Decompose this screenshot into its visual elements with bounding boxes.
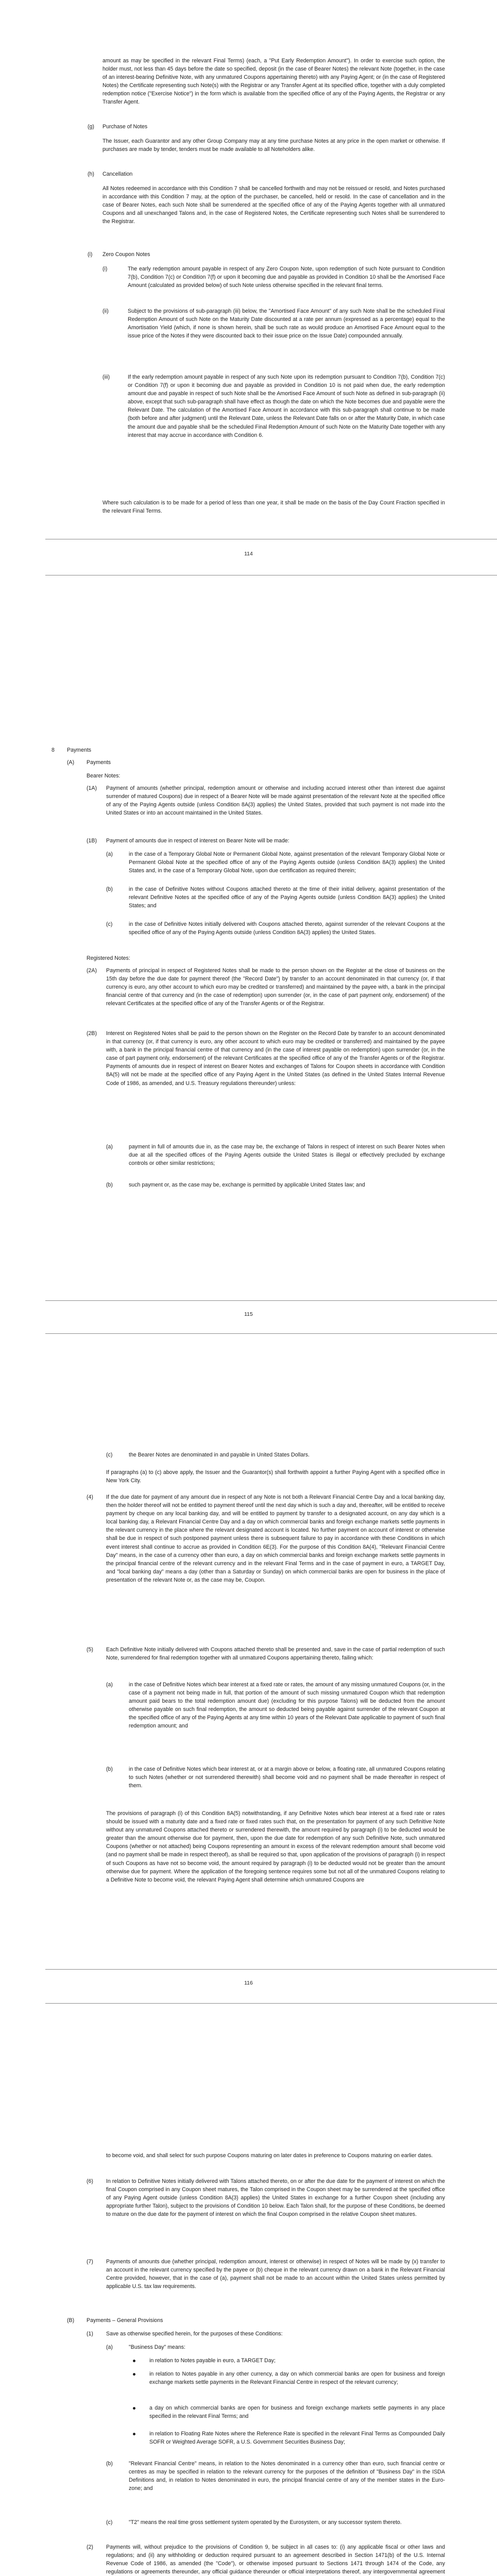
clause-i-label: (i) [88,251,93,258]
para-1a-text: Payment of amounts (whether principal, redemption amount or otherwise and including accrued interest other than interest due against surrender of matured Coupons) due in respect of a Bearer Note will be made against presentation of the relevant Note at the specified office of any of the Paying Agents outside (unless Condition 8A(3) applies) the United States, provided that such payment is not made into the United States or into an account maintained in the United States. [106,785,445,817]
para-6-text: In relation to Definitive Notes initially delivered with Talons attached thereto, on or after the due date for the payment of interest on which the final Coupon comprised in any Coupon sheet matures, the Talon comprised in the Coupon sheet may be surrendered at the specified office of any Paying Agent outside (unless Condition 8A(3) applies) the United States in exchange for a further Coupon sheet (including any appropriate further Talon), subject to the provisions of Condition 10 below. Each Talon shall, for the purpose of these Conditions, be deemed to mature on the due date for the payment of interest on which the final Coupon comprised in the relative Coupon sheet matures. [106,2178,445,2218]
page-number: 114 [244,551,253,557]
page-divider [45,1333,497,1334]
clause-i-2-text: Subject to the provisions of sub-paragraph (iii) below, the "Amortised Face Amount" of any such Note shall be the scheduled Final Redemption Amount of such Note on the Maturity Date discounted at a rate per annum (expressed as a percentage) equal to the Amortisation Yield (which, if none is shown herein, shall be such rate as would produce an Amortised Face Amount equal to the issue price of the Notes if they were discounted back to their issue price on the Issue Date) compounded annually. [128,308,445,340]
page-divider [45,2003,497,2004]
subsection-b-label: (B) [67,2317,75,2324]
page-117 [0,2148,497,2576]
clause-i-3-text: If the early redemption amount payable in respect of any such Note upon its redemption pursuant to Condition 7(b), Condition 7(c) or Condition 7(f) or upon it becoming due and payable as provided in Condition 10 is not paid when due, the early redemption amount due and payable in respect of such Note shall be the Amortised Face Amount of such Note as defined in sub-paragraph (ii) above, except that such sub-paragraph shall have effect as though the date on which the Note becomes due and payable were the Relevant Date. The calculation of the Amortised Face Amount in accordance with this sub-paragraph shall continue to be made (both before and after judgment) until the Relevant Date, unless the Relevant Date falls on or after the Maturity Date, in which case the amount due and payable shall be the scheduled Final Redemption Amount of such Note on the Maturity Date together with any interest that may accrue in accordance with Condition 6. [128,374,445,438]
page-114 [0,0,497,742]
subsection-b-title: Payments – General Provisions [87,2317,163,2324]
paying-agent-appointment-text: If paragraphs (a) to (c) above apply, the Issuer and the Guarantor(s) shall forthwith appoint a further Paying Agent with a specified office in New York City. [106,1469,445,1484]
para-b1-label: (1) [87,2331,93,2337]
para-b1-c-text: "T2" means the real time gross settlement system operated by the Eurosystem, or any successor system thereto. [129,2519,402,2526]
para-1b-label: (1B) [87,838,97,844]
registered-notes-heading: Registered Notes: [87,955,130,961]
clause-h-label: (h) [88,171,94,177]
page-115 [0,742,497,1448]
para-2a-label: (2A) [87,968,97,974]
para-2b-a-label: (a) [106,1144,113,1150]
section-number: 8 [52,747,55,753]
para-5-text: Each Definitive Note initially delivered with Coupons attached thereto shall be presented and, save in the case of partial redemption of such Note, surrendered for final redemption together with all unmatured Coupons appertaining thereto, failing which: [106,1647,445,1662]
para-2b-a-text: payment in full of amounts due in, as the case may be, the exchange of Talons in respect of interest on such Bearer Notes when due at all the specified offices of the Paying Agents outside the United States is illegal or effectively precluded by exchange controls or other similar restrictions; [129,1144,445,1167]
business-day-bullet-4: in relation to Floating Rate Notes where the Reference Rate is specified in the relevant Final Terms as Compounded Daily SOFR or Weighted Average SOFR, a U.S. Government Securities Business Day; [149,2431,445,2446]
bullet-icon [133,2433,135,2435]
para-b2-label: (2) [87,2544,93,2550]
para-b1-text: Save as otherwise specified herein, for the purposes of these Conditions: [106,2331,283,2337]
para-4-label: (4) [87,1494,93,1500]
business-day-bullet-2: in relation to Notes payable in any other currency, a day on which commercial banks are open for business and foreign exchange markets settle payments in the Relevant Financial Centre in respect of the relevant currency; [149,2371,445,2386]
para-2b-c-text: the Bearer Notes are denominated in and payable in United States Dollars. [129,1452,310,1458]
para-2b-label: (2B) [87,1030,97,1037]
clause-h-text: All Notes redeemed in accordance with this Condition 7 shall be cancelled forthwith and may not be reissued or resold, and Notes purchased in accordance with this Condition 7 may, at the option of the purchaser, be cancelled, held or resold. In the case of cancellation and in the case of Bearer Notes, each such Note shall be surrendered at the specified office of any of the Paying Agents together with all unmatured Coupons and all unexchanged Talons and, in the case of Registered Notes, the Certificate representing such Notes shall be surrendered to the Registrar. [102,185,445,225]
para-1b-c-label: (c) [106,921,113,927]
clause-i-2-label: (ii) [102,308,109,314]
bullet-icon [133,2373,135,2376]
clause-i-closing-text: Where such calculation is to be made for a period of less than one year, it shall be made on the basis of the Day Count Fraction specified in the relevant Final Terms. [102,500,445,515]
para-1b-b-label: (b) [106,886,113,892]
para-1b-a-label: (a) [106,851,113,857]
para-5-label: (5) [87,1647,93,1653]
para-4-text: If the due date for payment of any amount due in respect of any Note is not both a Relevant Financial Centre Day and a local banking day, then the holder thereof will not be entitled to payment thereof until the next day which is such a day and, thereafter, will be entitled to receive payment by cheque on any local banking day, and will be entitled to payment by transfer to a designated account, on any day which is a local banking day, a Relevant Financial Centre Day and a day on which commercial banks and foreign exchange markets settle payments in the relevant currency in the place where the relevant designated account is located. No further payment on account of interest or otherwise shall be due in respect of such postponed payment unless there is subsequent failure to pay in accordance with these Conditions in which event interest shall continue to accrue as provided in Condition 6E(3). For the purpose of this Condition 8A(4), "Relevant Financial Centre Day" means, in the case of a currency other than euro, a day on which commercial banks and foreign exchange markets settle payments in the principal financial centre of the relevant currency and in the relevant Final Terms and in the case of payment in euro, a TARGET Day, and "local banking day" means a day (other than a Saturday or Sunday) on which commercial banks are open for business in the place of presentation of the relevant Note or, as the case may be, Coupon. [106,1494,445,1583]
clause-i-title: Zero Coupon Notes [102,251,150,258]
bullet-icon [133,2407,135,2410]
section-title: Payments [67,747,92,753]
page-divider [45,1300,497,1301]
bearer-notes-heading: Bearer Notes: [87,773,121,779]
clause-i-1-label: (i) [102,266,108,272]
continuation-text: to become void, and shall select for such purpose Coupons maturing on later dates in preference to Coupons maturing on earlier dates. [106,2153,433,2159]
para-2b-b-text: such payment or, as the case may be, exchange is permitted by applicable United States law; and [129,1182,365,1188]
para-b1-a-label: (a) [106,2344,113,2350]
para-7-label: (7) [87,2259,93,2265]
para-2b-text: Interest on Registered Notes shall be paid to the person shown on the Register on the Record Date by transfer to an account denominated in that currency (or, if that currency is euro, any other account to which euro may be credited or transferred) and maintained by the payee with, a bank in the principal financial centre of that currency and (in the case of interest payable on redemption) upon surrender (or, in the case of part payment only, endorsement) of the relevant Certificates at the specified office of any of the Transfer Agents or of the Registrar. Payments of amounts due in respect of interest on Bearer Notes and exchanges of Talons for Coupon sheets in accordance with Condition 8A(5) will not be made at the specified office of any Paying Agent in the United States (as defined in the United States Internal Revenue Code of 1986, as amended, and U.S. Treasury regulations thereunder) unless: [106,1030,445,1087]
clause-g-title: Purchase of Notes [102,124,148,130]
bullet-icon [133,2360,135,2362]
para-5-closing-text: The provisions of paragraph (i) of this Condition 8A(5) notwithstanding, if any Definitive Notes which bear interest at a fixed rate or rates should be issued with a maturity date and a fixed rate or fixed rates such that, on the presentation for payment of any such Definitive Note without any unmatured Coupons attached thereto or surrendered therewith, the amount required by paragraph (i) to be deducted would be greater than the amount otherwise due for payment, then, upon the due date for redemption of any such Definitive Note, such unmatured Coupons (whether or not attached) being Coupons representing an amount in excess of the relevant redemption amount shall become void (and no payment shall be made in respect thereof), as shall be required so that, upon application of the provisions of paragraph (i) in respect of such Coupons as have not so become void, the amount required by paragraph (i) to be deducted would not be greater than the amount otherwise due for payment. Where the application of the foregoing sentence requires some but not all of the unmatured Coupons relating to a Definitive Note to become void, the relevant Paying Agent shall determine which unmatured Coupons are [106,1810,445,1883]
para-b1-c-label: (c) [106,2519,113,2526]
para-1a-label: (1A) [87,785,97,791]
para-2b-b-label: (b) [106,1182,113,1188]
business-day-bullet-1: in relation to Notes payable in euro, a TARGET Day; [149,2358,276,2364]
clause-i-1-text: The early redemption amount payable in respect of any Zero Coupon Note, upon redemption of such Note pursuant to Condition 7(b), Condition 7(c) or Condition 7(f) or upon it becoming due and payable as provided in Condition 10 shall be the Amortised Face Amount (calculated as provided below) of such Note unless otherwise specified in the relevant final terms. [128,266,445,289]
para-1b-b-text: in the case of Definitive Notes without Coupons attached thereto at the time of their initial delivery, against presentation of the relevant Definitive Notes at the specified office of any of the Paying Agents outside (unless Condition 8A(3) applies) the United States; and [129,886,445,909]
page-divider [45,1969,497,1970]
para-7-text: Payments of amounts due (whether principal, redemption amount, interest or otherwise) in respect of Notes will be made by (x) transfer to an account in the relevant currency specified by the payee or (b) cheque in the relevant currency drawn on a bank in the Relevant Financial Centre provided, however, that in the case of (a), payment shall not be made to an account within the United States unless permitted by applicable U.S. tax law requirements. [106,2259,445,2290]
para-b2-text: Payments will, without prejudice to the provisions of Condition 9, be subject in all cases to: (i) any applicable fiscal or other laws and regulations; and (ii) any withholding or deduction required pursuant to an agreement described in Section 1471(b) of the U.S. Internal Revenue Code of 1986, as amended (the "Code"), or otherwise imposed pursuant to Sections 1471 through 1474 of the Code, any regulations or agreements thereunder, any official guidance thereunder or official interpretations thereof, any intergovernmental agreement [106,2544,445,2575]
business-day-bullet-3: a day on which commercial banks are open for business and foreign exchange markets settle payments in any place specified in the relevant Final Terms; and [149,2405,445,2420]
page-number: 116 [244,1980,253,1986]
para-b1-b-text: "Relevant Financial Centre" means, in relation to the Notes denominated in a currency other than euro, such financial centre or centres as may be specified in relation to the relevant currency for the purposes of the definition of "Business Day" in the ISDA Definitions and, in relation to Notes denominated in euro, the principal financial centre of any of the member states in the Euro-zone; and [129,2461,445,2492]
para-5-a-label: (a) [106,1682,113,1688]
para-1b-a-text: in the case of a Temporary Global Note or Permanent Global Note, against presentation of the relevant Temporary Global Note or Permanent Global Note at the specified office of any of the Paying Agents outside (unless Condition 8A(3) applies) the United States and, in the case of a Temporary Global Note, upon due certification as required therein; [129,851,445,874]
page-number: 115 [244,1311,253,1317]
para-5-b-label: (b) [106,1766,113,1772]
subsection-a-title: Payments [87,759,111,766]
page-116 [0,1448,497,2148]
para-2a-text: Payments of principal in respect of Registered Notes shall be made to the person shown on the Register at the close of business on the 15th day before the due date for payment thereof (the "Record Date") by transfer to an account denominated in that currency (or, if that currency is euro, any other account to which euro may be credited or transferred) and maintained by the payee with, a bank in the principal financial centre of that currency and (in the case of redemption) upon surrender (or, in the case of part payment only, endorsement) of the relevant Certificates at the specified office of any of the Transfer Agents or of the Registrar. [106,968,445,1007]
clause-i-3-label: (iii) [102,374,110,380]
subsection-a-label: (A) [67,759,75,766]
para-b1-b-label: (b) [106,2461,113,2467]
para-1b-text: Payment of amounts due in respect of interest on Bearer Note will be made: [106,838,289,844]
para-b1-a-text: "Business Day" means: [129,2344,185,2350]
para-1b-c-text: in the case of Definitive Notes initially delivered with Coupons attached thereto, against surrender of the relevant Coupons at the specified office of any of the Paying Agents outside (unless Condition 8A(3) applies) the United States. [129,921,445,936]
redemption-intro-paragraph: amount as may be specified in the relevant Final Terms) (each, a "Put Early Redemption Amount"). In order to exercise such option, the holder must, not less than 45 days before the date so specified, deposit (in the case of Bearer Notes) the relevant Note (together, in the case of an interest-bearing Definitive Note, with any unmatured Coupons appertaining thereto) with any Paying Agent; or (in the case of Registered Notes) the Certificate representing such Note(s) with the Registrar or any Transfer Agent at its specified office, together with a duly completed redemption notice ("Exercise Notice") in the form which is available from the specified office of any of the Paying Agents, the Registrar or any Transfer Agent. [102,58,445,106]
clause-h-title: Cancellation [102,171,133,177]
clause-g-label: (g) [88,124,94,130]
clause-g-text: The Issuer, each Guarantor and any other Group Company may at any time purchase Notes at any price in the open market or otherwise. If purchases are made by tender, tenders must be made available to all Noteholders alike. [102,138,445,153]
para-6-label: (6) [87,2178,93,2184]
para-5-b-text: in the case of Definitive Notes which bear interest at, or at a margin above or below, a floating rate, all unmatured Coupons relating to such Notes (whether or not surrendered therewith) shall become void and no payment shall be made thereafter in respect of them. [129,1766,445,1789]
para-2b-c-label: (c) [106,1452,113,1458]
para-5-a-text: in the case of Definitive Notes which bear interest at a fixed rate or rates, the amount of any missing unmatured Coupons (or, in the case of a payment not being made in full, that portion of the amount of such missing unmatured Coupon which that redemption amount paid bears to the total redemption amount due) (excluding for this purpose Talons) will be deducted from the amount otherwise payable on such final redemption, the amount so deducted being payable against surrender of the relevant Coupon at the specified office of any of the Paying Agents at any time within 10 years of the Relevant Date applicable to payment of such final redemption amount; and [129,1682,445,1730]
